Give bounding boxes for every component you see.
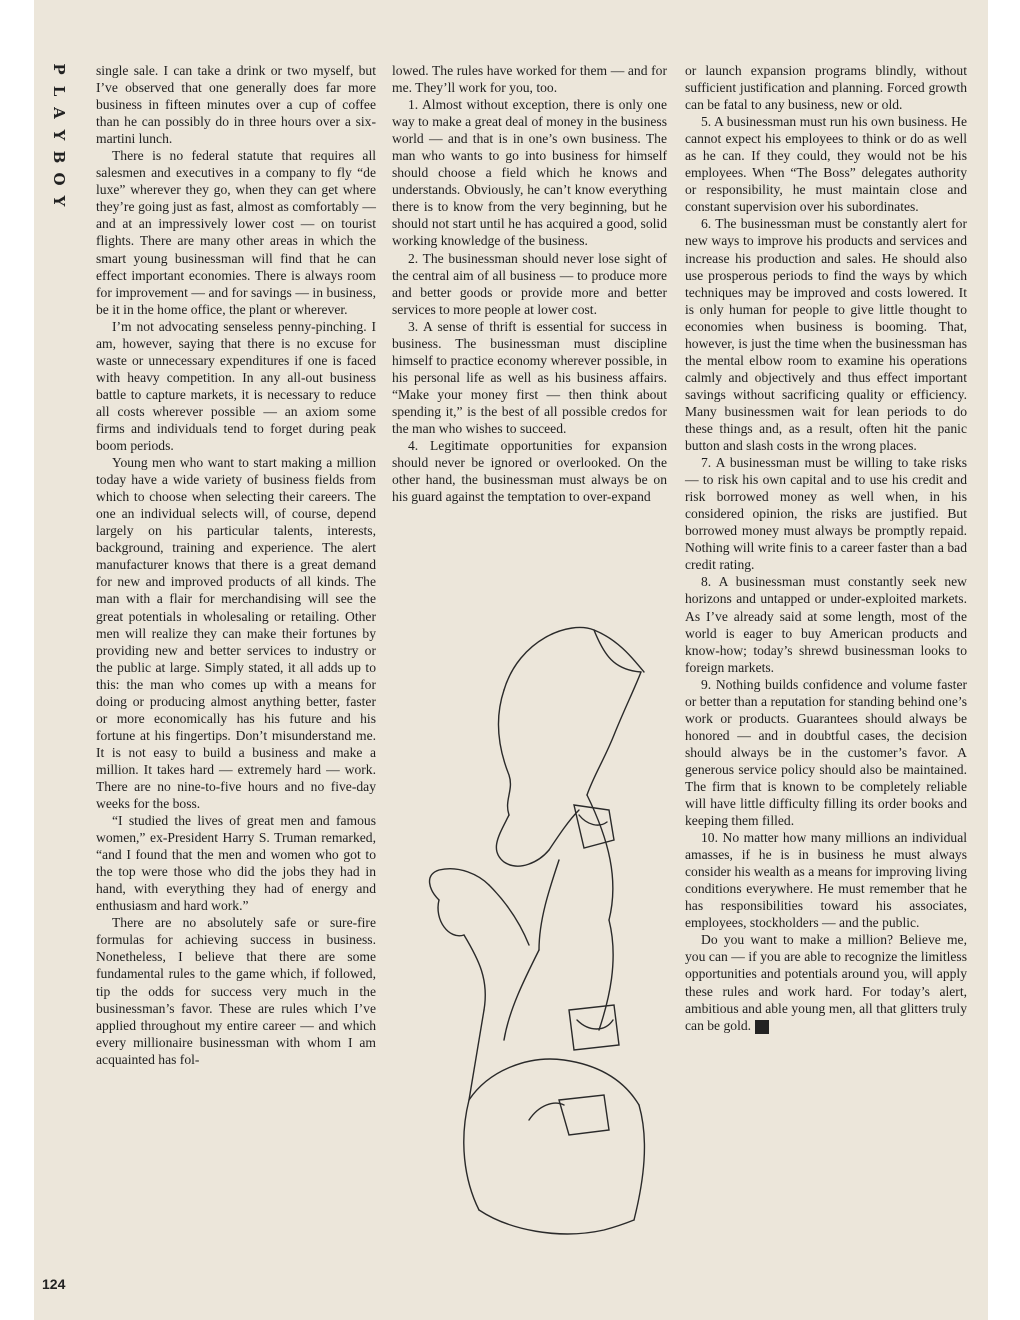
masthead-letter: L bbox=[50, 85, 68, 97]
paragraph: Young men who want to start making a million today have a wide variety of business fields from which to choose when selecting their careers. The one an individual selects will, of course, depend largely on his particular talents, interests, background, training and experience. The alert manufacturer knows that there is a great demand for new and improved products of all kinds. The man with a flair for merchandising will see the great potentials in wholesaling or retailing. Other men will realize they can make their fortunes by providing new and better services to industry or the public at large. Simply stated, it all adds up to this: the man who comes up with a means for doing or producing almost anything better, faster or more economically has his future and his fortune at his fingertips. Don’t misunderstand me. It is not easy to build a business and make a million. It takes hard — extremely hard — work. There are no nine-to-five hours and no five-day weeks for the boss. bbox=[96, 455, 376, 812]
paragraph: or launch expansion programs blindly, without sufficient justification and planning. Forced growth can be fatal to any business, new or old. bbox=[685, 63, 967, 113]
masthead bbox=[46, 58, 72, 208]
masthead-letter: A bbox=[50, 107, 68, 119]
page-number: 124 bbox=[42, 1276, 66, 1292]
column-middle bbox=[392, 62, 667, 505]
paragraph: 3. A sense of thrift is essential for success in business. The businessman must discipline himself to practice economy wherever possible, in his personal life as well as his business affairs. “Make your money first — then think about spending it,” is the best of all possible credos for the man who wishes to succeed. bbox=[392, 318, 667, 436]
column-right bbox=[685, 62, 967, 1034]
paragraph: 6. The businessman must be constantly alert for new ways to improve his products and services and increase his production and sales. He should also use prosperous periods to find the ways by which techniques may be improved and costs lowered. It is only human for people to give little thought to economies when business is booming. That, however, is just the time when the businessman has the mental elbow room to examine his operations calmly and objectively and thus effect important savings without sacrificing quality or efficiency. Many businessmen wait for lean periods to do these things and, as a result, often hit the panic button and slash costs in the wrong places. bbox=[685, 216, 967, 454]
paragraph: “I studied the lives of great men and famous women,” ex-President Harry S. Truman remarked, “and I found that the men and women who got to the top were those who did the jobs they had in hand, with everything they had of energy and enthusiasm and hard work.” bbox=[96, 813, 376, 914]
paragraph: single sale. I can take a drink or two myself, but I’ve observed that one generally does far more business in fifteen minutes over a cup of coffee than he can possibly do in three hours over a six-martini lunch. bbox=[96, 63, 376, 147]
paragraph: I’m not advocating senseless penny-pinching. I am, however, saying that there is no excuse for waste or unnecessary expenditures if one is faced with heavy competition. In any all-out business battle to capture markets, it is necessary to reduce all costs wherever possible — an axiom some firms and individuals tend to forget during peak boom periods. bbox=[96, 318, 376, 454]
masthead-letter: B bbox=[50, 150, 68, 164]
paragraph: 2. The businessman should never lose sight of the central aim of all business — to produce more and better goods or provide more and better services to more people at lower cost. bbox=[392, 250, 667, 317]
masthead-letter: Y bbox=[50, 195, 68, 207]
paragraph: There are no absolutely safe or sure-fire formulas for achieving success in business. Nonetheless, I believe that there are some fundamental rules to the game which, if followed, tip the odds for success very much in the businessman’s favor. These are rules which I’ve applied throughout my entire career — and which every millionaire businessman with whom I am acquainted has fol- bbox=[96, 915, 376, 1067]
paragraph: 9. Nothing builds confidence and volume faster or better than a reputation for standing behind one’s work or products. Guarantees should always be honored — and in doubtful cases, the decision should always be in the customer’s favor. A generous service policy should also be maintained. The firm that is known to be completely reliable will have little difficulty filling its order books and keeping them filled. bbox=[685, 676, 967, 829]
paragraph: 7. A businessman must be willing to take risks — to risk his own capital and to use his credit and risk borrowed money as well when, in his considered opinion, the risks are justified. But borrowed money must always be promptly repaid. Nothing will write finis to a career faster than a bad credit rating. bbox=[685, 455, 967, 573]
masthead-letter: P bbox=[50, 63, 68, 75]
paragraph: 4. Legitimate opportunities for expansion should never be ignored or overlooked. On the other hand, the businessman must always be on his guard against the temptation to over-expand bbox=[392, 438, 667, 505]
cartoon-illustration bbox=[409, 600, 659, 1290]
paragraph: 5. A businessman must run his own business. He cannot expect his employees to think or do as well as he can. If they could, they would not be his employees. When “The Boss” delegates authority or responsibility, he must maintain close and constant supervision over his subordinates. bbox=[685, 114, 967, 215]
paragraph: Do you want to make a million? Believe me, you can — if you are able to recognize the limitless opportunities and potentials around you, will apply these rules and work hard. For today’s alert, ambitious and able young men, all that glitters truly can be gold. ◆ bbox=[685, 932, 967, 1033]
masthead-letter: O bbox=[50, 172, 68, 186]
paragraph: 10. No matter how many millions an individual amasses, if he is in business he must always consider his wealth as a means for improving living conditions everywhere. He must remember that he has responsibilities toward his associates, employees, stockholders — and the public. bbox=[685, 830, 967, 931]
magazine-page bbox=[34, 0, 988, 1320]
paragraph: There is no federal statute that requires all salesmen and executives in a company to fly “de luxe” wherever they go, when they can get where they’re going just as fast, almost as comfortably — and at an impressively lower cost — on tourist flights. There are many other areas in which the smart young businessman will find that he can effect important economies. There is always room for improvement — and for savings — in business, be it in the home office, the plant or wherever. bbox=[96, 148, 376, 317]
paragraph: 8. A businessman must constantly seek new horizons and untapped or under-exploited markets. As I’ve already said at some length, most of the world is eager to buy American products and know-how; today’s shrewd businessman looks to foreign markets. bbox=[685, 574, 967, 675]
column-left bbox=[96, 62, 376, 1068]
end-mark-icon: ◆ bbox=[755, 1020, 769, 1034]
paragraph: lowed. The rules have worked for them — and for me. They’ll work for you, too. bbox=[392, 63, 667, 96]
paragraph: 1. Almost without exception, there is only one way to make a great deal of money in the business world — and that is in one’s own business. The man who wants to go into business for himself should choose a field which he knows and understands. Obviously, he can’t know everything there is to know from the very beginning, but he should not start until he has acquired a good, solid working knowledge of the business. bbox=[392, 97, 667, 249]
masthead-letter: Y bbox=[50, 129, 68, 141]
